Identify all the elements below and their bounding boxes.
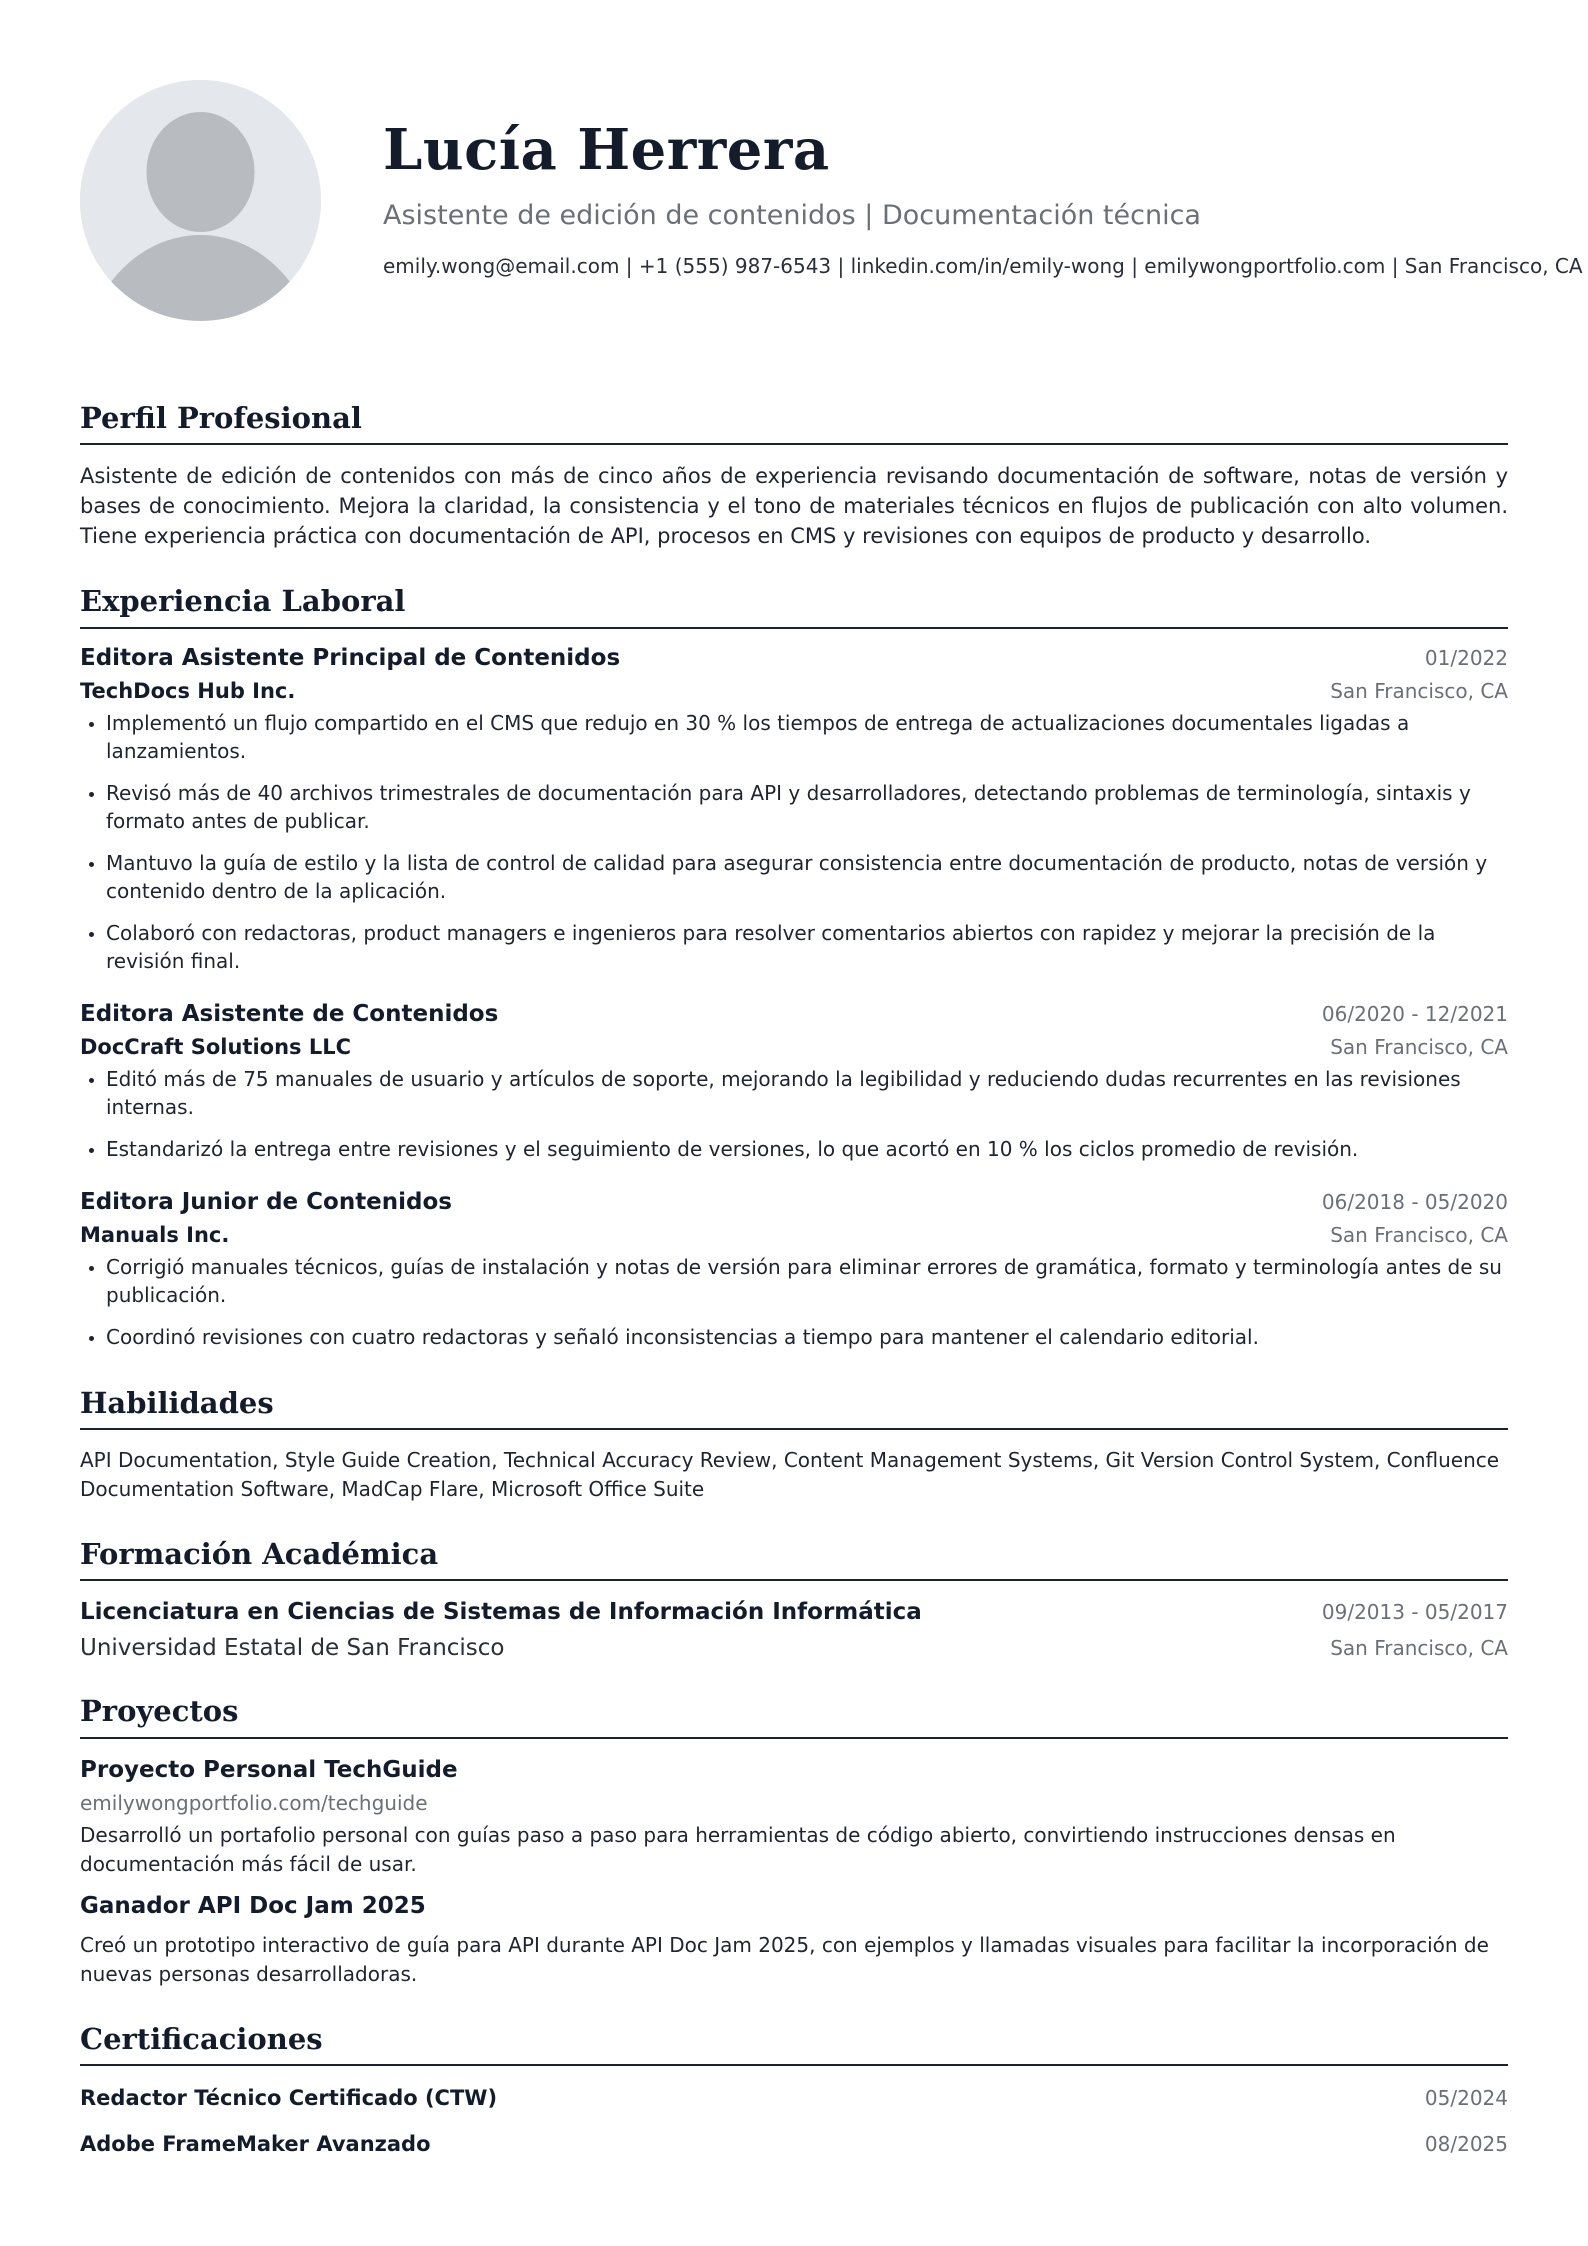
projects-section: [80, 1695, 1508, 1988]
project-link: emilywongportfolio.com/techguide: [80, 1790, 428, 1815]
section-title-projects: Proyectos: [80, 1695, 1508, 1738]
job-bullets: [80, 709, 1508, 975]
job-bullets: [80, 1065, 1508, 1163]
project-description: Creó un prototipo interactivo de guía para API durante API Doc Jam 2025, con ejemplos y llamadas visuales para facilitar la incorporación de nuevas personas desarrolladoras.: [80, 1932, 1489, 1986]
certification-date: 08/2025: [1424, 2132, 1508, 2157]
certification-row: [80, 2132, 1508, 2156]
job-company-row: [80, 1223, 1508, 1247]
job-company-row: [80, 679, 1508, 703]
job-title: Editora Junior de Contenidos: [80, 1188, 452, 1215]
education-section: [80, 1538, 1508, 1661]
job-entry: [80, 645, 1508, 975]
certification-title: Redactor Técnico Certificado (CTW): [80, 2086, 498, 2111]
header-text: [383, 117, 1583, 278]
project-title: Proyecto Personal TechGuide: [80, 1756, 458, 1783]
education-location: San Francisco, CA: [1330, 1636, 1508, 1661]
job-company: TechDocs Hub Inc.: [80, 678, 296, 703]
person-avatar-icon: [80, 80, 321, 321]
job-entry: [80, 1001, 1508, 1163]
job-date: 06/2018 - 05/2020: [1321, 1189, 1508, 1214]
job-bullet: • Editó más de 75 manuales de usuario y artículos de soporte, mejorando la legibilidad y reduciendo dudas recurrentes en las revisiones internas.: [106, 1065, 1508, 1121]
section-title-experience: Experiencia Laboral: [80, 585, 1508, 628]
section-title-education: Formación Académica: [80, 1538, 1508, 1581]
job-entry: [80, 1189, 1508, 1351]
job-bullet: • Colaboró con redactoras, product managers e ingenieros para resolver comentarios abiertos con rapidez y mejorar la precisión de la revisión final.: [106, 919, 1508, 975]
certification-date: 05/2024: [1424, 2086, 1508, 2111]
job-date: 06/2020 - 12/2021: [1321, 1001, 1508, 1026]
job-bullet: • Estandarizó la entrega entre revisiones y el seguimiento de versiones, lo que acortó en 10 % los ciclos promedio de revisión.: [106, 1135, 1508, 1163]
job-location: San Francisco, CA: [1330, 1034, 1508, 1059]
job-title: Editora Asistente Principal de Contenidos: [80, 644, 621, 671]
education-school: Universidad Estatal de San Francisco: [80, 1635, 505, 1662]
certification-row: [80, 2086, 1508, 2110]
section-title-profile: Perfil Profesional: [80, 402, 1508, 445]
job-company: DocCraft Solutions LLC: [80, 1034, 352, 1059]
job-title: Editora Asistente de Contenidos: [80, 1000, 499, 1027]
job-bullet: • Corrigió manuales técnicos, guías de instalación y notas de versión para eliminar errores de gramática, formato y terminología antes de su publicación.: [106, 1253, 1508, 1309]
skills-section: [80, 1387, 1508, 1504]
job-bullet: • Coordinó revisiones con cuatro redactoras y señaló inconsistencias a tiempo para mantener el calendario editorial.: [106, 1323, 1508, 1351]
profile-section: [80, 402, 1508, 551]
certification-title: Adobe FrameMaker Avanzado: [80, 2132, 431, 2157]
section-title-certifications: Certificaciones: [80, 2023, 1508, 2066]
job-header-row: [80, 645, 1508, 671]
project-description: Desarrolló un portafolio personal con guías paso a paso para herramientas de código abierto, convirtiendo instrucciones densas en documentación más fácil de usar.: [80, 1822, 1396, 1876]
contact-line: emily.wong@email.com | +1 (555) 987-6543 | linkedin.com/in/emily-wong | emilywongportfolio.com | San Francisco, CA: [383, 253, 1583, 278]
job-date: 01/2022: [1424, 645, 1508, 670]
education-degree: Licenciatura en Ciencias de Sistemas de Información Informática: [80, 1599, 922, 1626]
education-date: 09/2013 - 05/2017: [1321, 1600, 1508, 1625]
education-header-row: [80, 1599, 1508, 1625]
job-company-row: [80, 1035, 1508, 1059]
skills-list: API Documentation, Style Guide Creation, Technical Accuracy Review, Content Management Systems, Git Version Control System, Confluence Documentation Software, MadCap Flare, Microsoft Office Suite: [80, 1448, 1500, 1502]
candidate-headline: Asistente de edición de contenidos | Documentación técnica: [383, 199, 1201, 231]
certifications-section: [80, 2023, 1508, 2156]
project-entry: [80, 1893, 1508, 1989]
profile-summary: Asistente de edición de contenidos con más de cinco años de experiencia revisando documentación de software, notas de versión y bases de conocimiento. Mejora la claridad, la consistencia y el tono de materiales técnicos en flujos de publicación con alto volumen. Tiene experiencia práctica con documentación de API, procesos en CMS y revisiones con equipos de producto y desarrollo.: [80, 464, 1508, 549]
experience-section: [80, 585, 1508, 1350]
job-header-row: [80, 1189, 1508, 1215]
job-bullet: • Implementó un flujo compartido en el CMS que redujo en 30 % los tiempos de entrega de actualizaciones documentales ligadas a lanzamientos.: [106, 709, 1508, 765]
candidate-name: Lucía Herrera: [383, 117, 830, 183]
job-header-row: [80, 1001, 1508, 1027]
section-title-skills: Habilidades: [80, 1387, 1508, 1430]
project-title: Ganador API Doc Jam 2025: [80, 1892, 426, 1919]
job-bullets: [80, 1253, 1508, 1351]
project-entry: [80, 1757, 1508, 1879]
job-company: Manuals Inc.: [80, 1222, 230, 1247]
education-school-row: [80, 1635, 1508, 1661]
job-location: San Francisco, CA: [1330, 678, 1508, 703]
resume-header: [0, 0, 1588, 340]
job-bullet: • Mantuvo la guía de estilo y la lista de control de calidad para asegurar consistencia entre documentación de producto, notas de versión y contenido dentro de la aplicación.: [106, 849, 1508, 905]
job-location: San Francisco, CA: [1330, 1222, 1508, 1247]
job-bullet: • Revisó más de 40 archivos trimestrales de documentación para API y desarrolladores, detectando problemas de terminología, sintaxis y formato antes de publicar.: [106, 779, 1508, 835]
